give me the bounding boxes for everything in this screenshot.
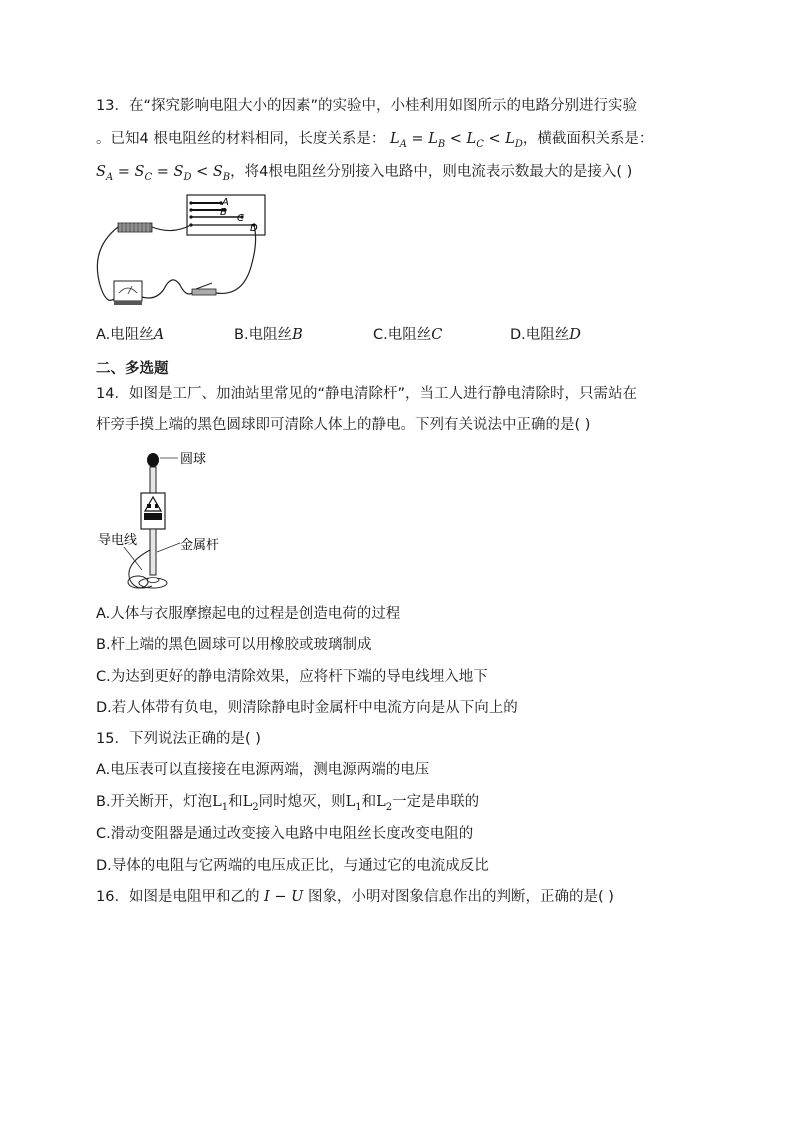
q16-stem — [96, 887, 614, 907]
q13-label-b: B — [220, 207, 227, 218]
q15-symbol-l1-b: $L_1$ — [345, 794, 362, 813]
q13-option-c-text: 电阻丝 — [387, 327, 432, 343]
q13-option-a[interactable] — [96, 325, 164, 345]
q13-option-d-text: 电阻丝 — [525, 327, 570, 343]
q14-label-ball: 圆球 — [180, 452, 207, 467]
q15-option-a[interactable]: A.电压表可以直接接在电源两端，测电源两端的电压 — [96, 762, 430, 778]
section-multiple-choice-heading: 二、多选题 — [96, 361, 169, 377]
q13-line2 — [96, 129, 653, 155]
q13-length-relation: $L_A = L_B < L_C < L_D$ — [385, 131, 523, 150]
q16-stem-pre: 16．如图是电阻甲和乙的 — [96, 889, 260, 905]
q14-line2: 杆旁手摸上端的黑色圆球即可清除人体上的静电。下列有关说法中正确的是( ) — [96, 417, 591, 433]
q14-label-wire: 导电线 — [98, 533, 138, 548]
q14-line1: 14．如图是工厂、加油站里常见的“静电清除杆”，当工人进行静电清除时，只需站在 — [96, 386, 637, 402]
q14-option-a[interactable]: A.人体与衣服摩擦起电的过程是创造电荷的过程 — [96, 606, 401, 622]
q15-option-b-part1: B.开关断开，灯泡 — [96, 794, 213, 810]
q15-option-b-part5: 一定是串联的 — [392, 794, 480, 810]
q15-option-b-part4: 和 — [361, 794, 377, 810]
q15-option-c[interactable]: C.滑动变阻器是通过改变接入电路中电阻丝长度改变电阻的 — [96, 826, 474, 842]
q15-option-b[interactable] — [96, 792, 479, 818]
q13-option-b[interactable] — [234, 325, 303, 345]
q15-option-b-part2: 和 — [228, 794, 243, 810]
q13-options — [96, 325, 696, 345]
q16-stem-post: 图象，小明对图象信息作出的判断，正确的是( ) — [308, 889, 614, 905]
q13-line2-post: ，横截面积关系是： — [522, 131, 654, 147]
q13-option-d-var: D — [569, 327, 581, 343]
q13-label-c: C — [237, 213, 244, 224]
q14-label-rod: 金属杆 — [180, 538, 220, 553]
q13-label-d: D — [250, 223, 258, 234]
q14-option-c[interactable]: C.为达到更好的静电清除效果，应将杆下端的导电线埋入地下 — [96, 669, 488, 685]
q13-line3-post: ，将4根电阻丝分别接入电路中，则电流表示数最大的是接入( ) — [230, 164, 633, 180]
q13-option-a-letter: A. — [96, 327, 111, 343]
q15-symbol-l2-b: $L_2$ — [376, 794, 393, 813]
q13-label-a: A — [222, 197, 229, 208]
q13-line3 — [96, 162, 632, 188]
q16-iu-symbol: I − U — [259, 889, 308, 905]
q14-rod-figure — [94, 446, 254, 596]
q13-option-b-letter: B. — [234, 327, 249, 343]
q13-option-c-var: C — [431, 327, 443, 343]
q13-option-d-letter: D. — [510, 327, 526, 343]
q15-option-d[interactable]: D.导体的电阻与它两端的电压成正比，与通过它的电流成反比 — [96, 858, 489, 874]
q13-line1: 13．在“探究影响电阻大小的因素”的实验中，小桂利用如图所示的电路分别进行实验 — [96, 98, 637, 114]
q14-option-b[interactable]: B.杆上端的黑色圆球可以用橡胶或玻璃制成 — [96, 637, 372, 653]
q13-option-d[interactable] — [510, 325, 581, 345]
q13-area-relation: $S_A = S_C = S_D < S_B$ — [96, 164, 231, 183]
q13-option-c[interactable] — [373, 325, 442, 345]
q15-symbol-l1: $L_1$ — [212, 794, 229, 813]
q13-option-c-letter: C. — [373, 327, 388, 343]
q13-option-b-var: B — [292, 327, 303, 343]
q15-stem: 15．下列说法正确的是( ) — [96, 731, 261, 747]
q14-option-d[interactable]: D.若人体带有负电，则清除静电时金属杆中电流方向是从下向上的 — [96, 700, 518, 716]
q13-line2-pre: 。已知4 根电阻丝的材料相同，长度关系是： — [96, 131, 386, 147]
q15-symbol-l2: $L_2$ — [242, 794, 259, 813]
q13-circuit-figure — [94, 193, 274, 313]
q15-option-b-part3: 同时熄灭，则 — [258, 794, 346, 810]
q13-option-a-var: A — [153, 327, 165, 343]
q13-option-b-text: 电阻丝 — [248, 327, 293, 343]
q13-option-a-text: 电阻丝 — [110, 327, 154, 343]
